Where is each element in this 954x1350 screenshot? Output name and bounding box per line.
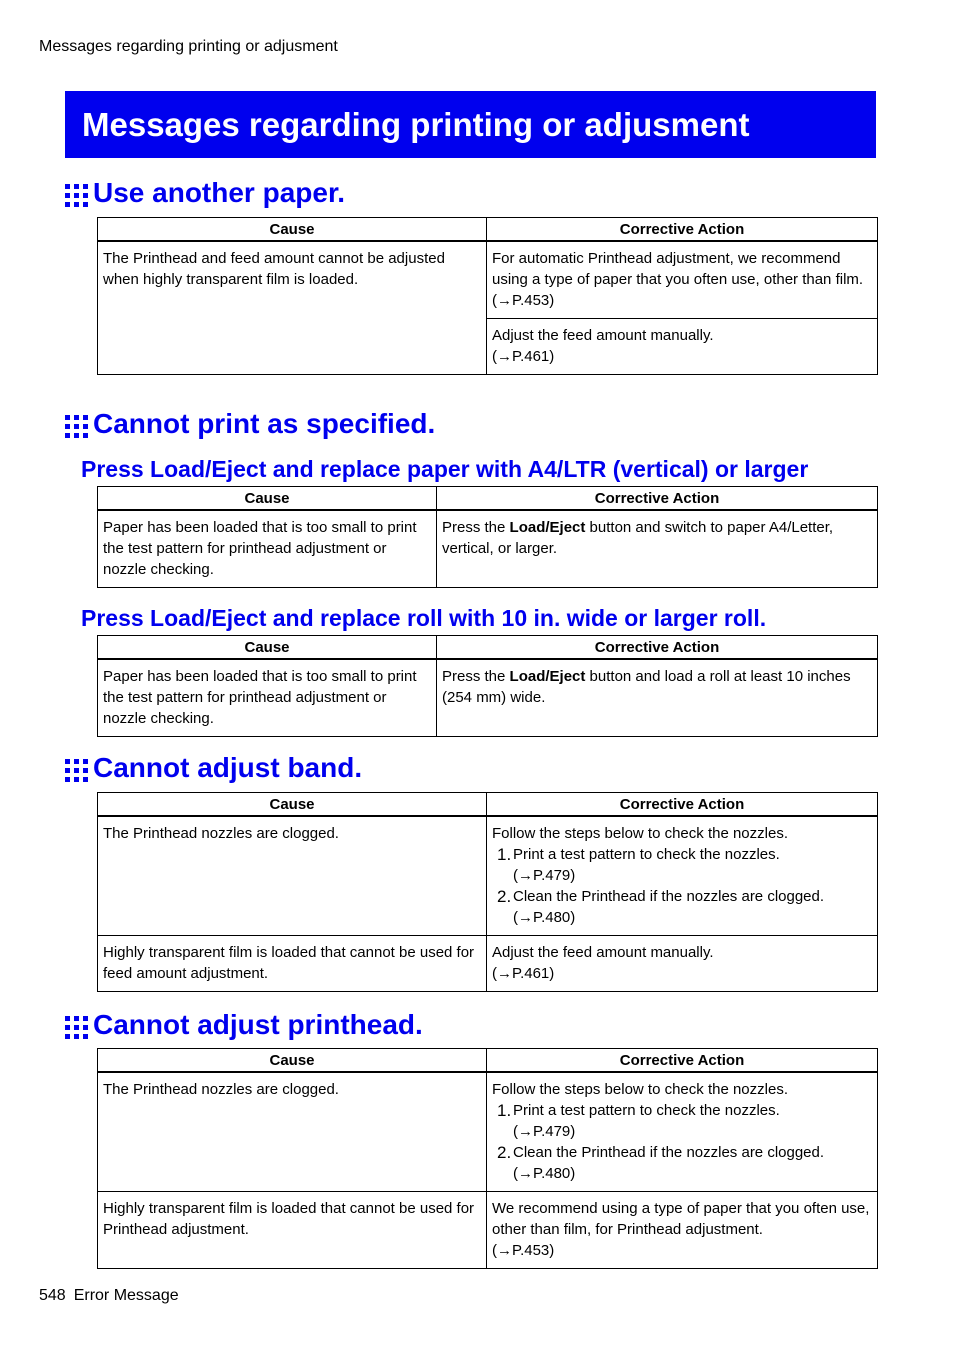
- action-text: button and switch to paper A4/Letter, vertical, or larger.: [442, 519, 834, 557]
- table-row: [98, 659, 878, 737]
- action-text: Press the: [442, 668, 510, 685]
- section-heading-use-another-paper: [65, 177, 345, 209]
- table-row: [98, 510, 878, 588]
- table-row: [98, 936, 878, 992]
- step-number: 2.: [497, 1143, 512, 1162]
- table-row: [98, 241, 878, 319]
- column-header-cause: Cause: [98, 218, 487, 242]
- running-head: Messages regarding printing or adjusment: [39, 38, 338, 55]
- column-header-cause: Cause: [98, 1049, 487, 1073]
- section-heading-text: Use another paper.: [93, 177, 346, 208]
- action-cell: [487, 816, 878, 936]
- step-number: 1.: [497, 845, 512, 864]
- grid-icon: [65, 1014, 88, 1037]
- step-text: Print a test pattern to check the nozzles.: [513, 1102, 780, 1119]
- error-table-replace-roll: [97, 635, 878, 737]
- page-reference: (→P.461): [492, 965, 555, 982]
- page-reference: (→P.461): [492, 348, 555, 365]
- action-cell: [487, 1072, 878, 1192]
- page-reference: (→P.480): [513, 909, 576, 926]
- section-heading-text: Cannot adjust band.: [93, 752, 363, 783]
- table-row: [98, 1072, 878, 1192]
- action-text: Press the: [442, 519, 510, 536]
- step-item: [492, 844, 872, 886]
- page-reference: (→P.453): [492, 1242, 555, 1259]
- step-item: [492, 886, 872, 928]
- action-text: For automatic Printhead adjustment, we recommend using a type of paper that you often use, other than film.: [492, 250, 864, 288]
- error-table-cannot-adjust-printhead: [97, 1048, 878, 1269]
- action-cell: [437, 510, 878, 588]
- cause-cell: The Printhead nozzles are clogged.: [98, 1072, 487, 1192]
- page-title-banner: Messages regarding printing or adjusment: [65, 91, 876, 158]
- cause-cell: Paper has been loaded that is too small to print the test pattern for printhead adjustment or nozzle checking.: [98, 659, 437, 737]
- action-text: button and load a roll at least 10 inches (254 mm) wide.: [442, 668, 851, 706]
- error-table-cannot-adjust-band: [97, 792, 878, 992]
- page-reference: (→P.453): [492, 292, 555, 309]
- column-header-action: Corrective Action: [487, 218, 878, 242]
- cause-cell: Paper has been loaded that is too small to print the test pattern for printhead adjustment or nozzle checking.: [98, 510, 437, 588]
- action-text: Adjust the feed amount manually.: [492, 944, 714, 961]
- step-item: [492, 1100, 872, 1142]
- step-text: Clean the Printhead if the nozzles are clogged.: [513, 1144, 825, 1161]
- column-header-cause: Cause: [98, 636, 437, 660]
- load-eject-button-label: Load/Eject: [509, 668, 586, 685]
- column-header-cause: Cause: [98, 487, 437, 511]
- action-cell: [487, 241, 878, 319]
- column-header-action: Corrective Action: [487, 793, 878, 817]
- page-number: 548: [39, 1287, 66, 1304]
- step-text: Clean the Printhead if the nozzles are clogged.: [513, 888, 825, 905]
- section-heading-cannot-adjust-printhead: [65, 1009, 423, 1041]
- action-text: Follow the steps below to check the nozzles.: [492, 1081, 788, 1098]
- column-header-cause: Cause: [98, 793, 487, 817]
- error-table-replace-paper: [97, 486, 878, 588]
- action-text: We recommend using a type of paper that you often use, other than film, for Printhead adjustment.: [492, 1200, 870, 1238]
- table-row: [98, 1192, 878, 1269]
- load-eject-button-label: Load/Eject: [509, 519, 586, 536]
- grid-icon: [65, 413, 88, 436]
- cause-cell: The Printhead nozzles are clogged.: [98, 816, 487, 936]
- section-heading-cannot-adjust-band: [65, 752, 362, 784]
- action-cell: [437, 659, 878, 737]
- error-table-use-another-paper: [97, 217, 878, 375]
- cause-cell: Highly transparent film is loaded that cannot be used for feed amount adjustment.: [98, 936, 487, 992]
- action-text: Adjust the feed amount manually.: [492, 327, 714, 344]
- step-number: 2.: [497, 887, 512, 906]
- subsection-heading-replace-paper: Press Load/Eject and replace paper with A4/LTR (vertical) or larger: [81, 456, 809, 482]
- page-reference: (→P.480): [513, 1165, 576, 1182]
- page-reference: (→P.479): [513, 1123, 576, 1140]
- page-reference: (→P.479): [513, 867, 576, 884]
- subsection-heading-replace-roll: Press Load/Eject and replace roll with 10 in. wide or larger roll.: [81, 605, 767, 631]
- action-cell: [487, 936, 878, 992]
- step-item: [492, 1142, 872, 1184]
- step-text: Print a test pattern to check the nozzles.: [513, 846, 780, 863]
- action-cell: [487, 319, 878, 375]
- section-heading-text: Cannot adjust printhead.: [93, 1009, 423, 1040]
- footer-section-name: Error Message: [73, 1287, 179, 1304]
- page-footer: [39, 1287, 179, 1305]
- action-cell: [487, 1192, 878, 1269]
- grid-icon: [65, 757, 88, 780]
- section-heading-text: Cannot print as specified.: [93, 408, 436, 439]
- step-number: 1.: [497, 1101, 512, 1120]
- column-header-action: Corrective Action: [437, 487, 878, 511]
- cause-cell: The Printhead and feed amount cannot be adjusted when highly transparent film is loaded.: [98, 241, 487, 375]
- column-header-action: Corrective Action: [487, 1049, 878, 1073]
- table-row: [98, 816, 878, 936]
- column-header-action: Corrective Action: [437, 636, 878, 660]
- grid-icon: [65, 182, 88, 205]
- action-text: Follow the steps below to check the nozzles.: [492, 825, 788, 842]
- cause-cell: Highly transparent film is loaded that cannot be used for Printhead adjustment.: [98, 1192, 487, 1269]
- section-heading-cannot-print: [65, 408, 435, 440]
